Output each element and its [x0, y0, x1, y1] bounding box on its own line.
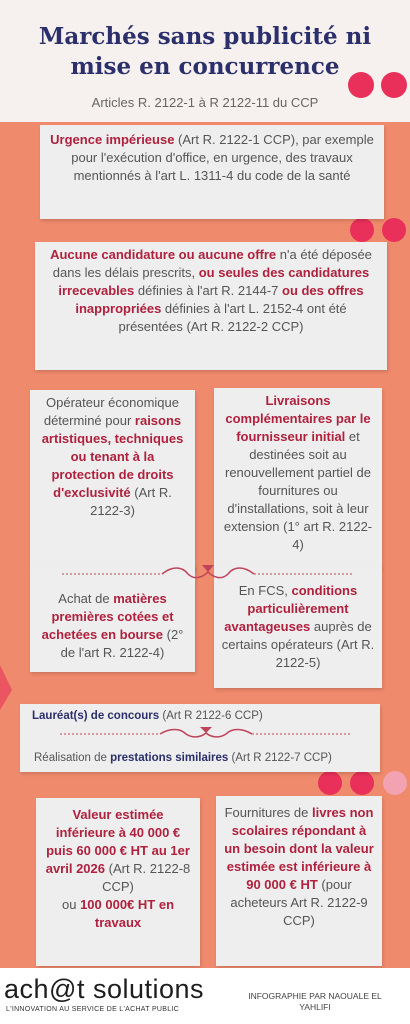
- card-text: définies à l'art R. 2144-7: [134, 283, 282, 298]
- card-text: Opérateur économique déterminé pour: [43, 395, 179, 428]
- page-subtitle: Articles R. 2122-1 à R 2122-11 du CCP: [91, 95, 319, 110]
- card-fcs: [214, 566, 382, 688]
- card-text: n'a été déposée dans les délais prescrits,: [52, 247, 372, 280]
- brand-logo: [4, 974, 224, 1022]
- decorative-dot: [348, 72, 374, 98]
- card-text: (Art R. 2122-8 CCP): [102, 861, 191, 894]
- decorative-dot: [382, 218, 406, 242]
- card-bold: conditions particulièrement avantageuses: [224, 583, 358, 634]
- card-text: auprès de certains opérateurs (Art R. 2122-5): [221, 619, 375, 670]
- card-bold: ou des offres inappropriées: [75, 283, 364, 316]
- decorative-dot: [381, 72, 407, 98]
- decorative-dot: [350, 218, 374, 242]
- card-bold: Valeur estimée inférieure à 40 000 € puis 60 000 € HT au 1er avril 2026: [45, 807, 190, 876]
- ornament-divider: [60, 726, 350, 740]
- card-bold: Urgence impérieuse: [50, 132, 175, 147]
- card-bold: livres: [312, 805, 346, 820]
- author-credit: INFOGRAPHIE PAR NAOUALE EL YAHLIFI: [248, 991, 382, 1012]
- left-edge-blob: [0, 665, 12, 710]
- card-livraisons: [214, 388, 382, 568]
- card-bold: Livraisons complémentaires par le fournisseur initial: [225, 393, 371, 444]
- page-title: Marchés sans publicité ni mise en concurrence: [38, 23, 372, 80]
- card-text: (2° de l'art R. 2122-4): [60, 627, 184, 660]
- ornament-divider: [62, 562, 354, 582]
- card-urgence: [40, 125, 384, 219]
- card-bold: raisons artistiques, techniques ou tenant à la protection de droits d'exclusivité: [41, 413, 184, 500]
- card-bold: prestations similaires: [110, 752, 229, 764]
- card-text: Réalisation de: [34, 752, 111, 764]
- card-text: (Art R. 2122-1 CCP), par exemple pour l'exécution d'office, en urgence, des travaux mentionnés à l'art L. 1311-4 du code de la santé: [71, 132, 374, 183]
- card-bold: Aucune candidature ou aucune offre: [50, 247, 277, 262]
- logo-tagline: L'INNOVATION AU SERVICE DE L'ACHAT PUBLIC: [6, 1006, 180, 1013]
- card-text: (pour acheteurs Art R. 2122-9 CCP): [230, 877, 368, 928]
- card-livres: [216, 796, 382, 966]
- card-text: Fournitures de: [224, 805, 312, 820]
- card-concours-prestations: [20, 704, 380, 772]
- card-bold: ou seules des candidatures irrecevables: [58, 265, 370, 298]
- card-aucune-offre: [35, 242, 387, 370]
- card-bold: matières premières cotées et achetées en bourse: [41, 591, 174, 642]
- card-text: (Art R. 2122-3): [90, 485, 172, 518]
- decorative-dot: [318, 771, 342, 795]
- decorative-dot: [383, 771, 407, 795]
- card-text: ou: [61, 897, 81, 912]
- card-bold: Lauréat(s) de concours: [32, 710, 160, 722]
- card-bold: non scolaires répondant à un besoin dont la valeur estimée est inférieure à 90 000 € HT: [224, 805, 374, 892]
- card-text: et destinées soit au renouvellement partiel de fournitures ou d'installations, soit à leur extension (1° art R. 2122-4): [223, 429, 373, 552]
- card-text: (Art R 2122-7 CCP): [228, 752, 332, 764]
- card-text: En FCS,: [238, 583, 292, 598]
- logo-text: ach@t solutions: [4, 974, 205, 1004]
- card-bold: 100 000€ HT en travaux: [80, 897, 175, 930]
- decorative-dot: [350, 771, 374, 795]
- card-valeur-estimee: [36, 798, 200, 966]
- card-text: définies à l'art L. 2152-4 ont été présentées (Art R. 2122-2 CCP): [118, 301, 347, 334]
- card-operateur: [30, 390, 195, 570]
- card-text: Achat de: [58, 591, 114, 606]
- header-panel: [0, 0, 410, 122]
- card-text: (Art R 2122-6 CCP): [159, 710, 263, 722]
